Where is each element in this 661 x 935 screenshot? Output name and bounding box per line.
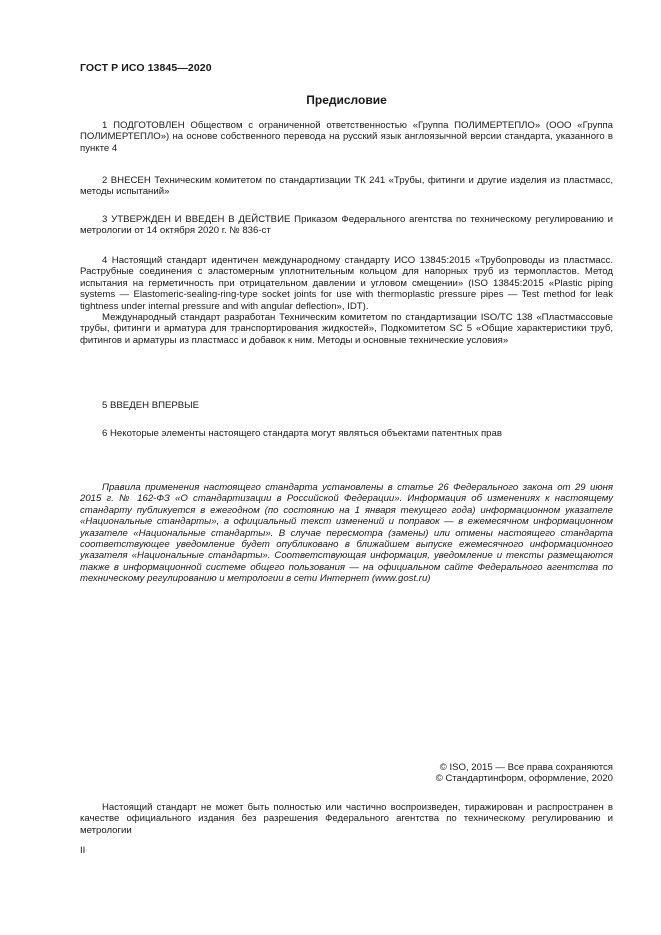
reproduction-notice-text: Настоящий стандарт не может быть полностью или частично воспроизведен, тиражирован и распространен в качестве официального издания без разрешения Федерального агентства по техническому регулированию и метрологии (80, 802, 613, 836)
preface-item-3-text: 3 УТВЕРЖДЕН И ВВЕДЕН В ДЕЙСТВИЕ Приказом Федерального агентства по техническому регулированию и метрологии от 14 октября 2020 г. № 836-ст (80, 214, 613, 237)
preface-item-2 (80, 175, 613, 198)
preface-item-4-international: Международный стандарт разработан Техническим комитетом по стандартизации ISO/TC 138 «Пластмассовые трубы, фитинги и арматура для транспортирования жидкостей», Подкомитетом SC 5 «Общие характеристики труб, фитингов и арматуры из пластмасс и добавок к ним. Методы и основные технические условия» (80, 312, 613, 346)
preface-item-1-text: 1 ПОДГОТОВЛЕН Обществом с ограниченной ответственностью «Группа ПОЛИМЕРТЕПЛО» (ООО «Группа ПОЛИМЕРТЕПЛО») на основе собственного перевода на русский язык англоязычной версии стандарта, указанного в пункте 4 (80, 120, 613, 154)
preface-title: Предисловие (306, 93, 387, 107)
application-rules-notice (80, 482, 613, 585)
copyright-iso: © ISO, 2015 — Все права сохраняются (439, 762, 613, 773)
preface-item-4-text: 4 Настоящий стандарт идентичен международному стандарту ИСО 13845:2015 «Трубопроводы из пластмасс. Раструбные соединения с эластомерным уплотнительным кольцом для напорных труб из термопластов. Метод испытания на герметичность при отрицательном давлении и угловом смещении» (ISO 13845:2015 «Plastic piping systems — Elastomeric-sealing-ring-type socket joints for use with thermoplastic pressure pipes — Test method for leak tightness under internal pressure and with angular deflection», IDT). (80, 255, 613, 312)
preface-item-2-text: 2 ВНЕСЕН Техническим комитетом по стандартизации ТК 241 «Трубы, фитинги и другие изделия из пластмасс, методы испытаний» (80, 175, 613, 198)
page-number: II (80, 845, 86, 856)
preface-item-6-text: 6 Некоторые элементы настоящего стандарта могут являться объектами патентных прав (102, 428, 502, 439)
application-rules-text: Правила применения настоящего стандарта установлены в статье 26 Федерального закона от 29 июня 2015 г. № 162-ФЗ «О стандартизации в Российской Федерации». Информация об изменениях к настоящему стандарту публикуется в ежегодном (по состоянию на 1 января текущего года) информационном указателе «Национальные стандарты», а официальный текст изменений и поправок — в ежемесячном информационном указателе «Национальные стандарты». В случае пересмотра (замены) или отмены настоящего стандарта соответствующее уведомление будет опубликовано в ближайшем выпуске ежемесячного информационного указателя «Национальные стандарты». Соответствующая информация, уведомление и тексты размещаются также в информационной системе общего пользования — на официальном сайте Федерального агентства по техническому регулированию и метрологии в сети Интернет (www.gost.ru) (80, 482, 613, 585)
reproduction-notice (80, 802, 613, 836)
document-id: ГОСТ Р ИСО 13845—2020 (80, 62, 212, 74)
preface-item-4 (80, 255, 613, 346)
preface-item-3 (80, 214, 613, 237)
preface-item-6 (80, 428, 613, 439)
copyright-standartinform: © Стандартинформ, оформление, 2020 (435, 773, 613, 785)
preface-item-1 (80, 120, 613, 154)
preface-item-5-text: 5 ВВЕДЕН ВПЕРВЫЕ (102, 400, 200, 411)
copyright-block (313, 762, 613, 785)
preface-item-5 (80, 400, 613, 411)
